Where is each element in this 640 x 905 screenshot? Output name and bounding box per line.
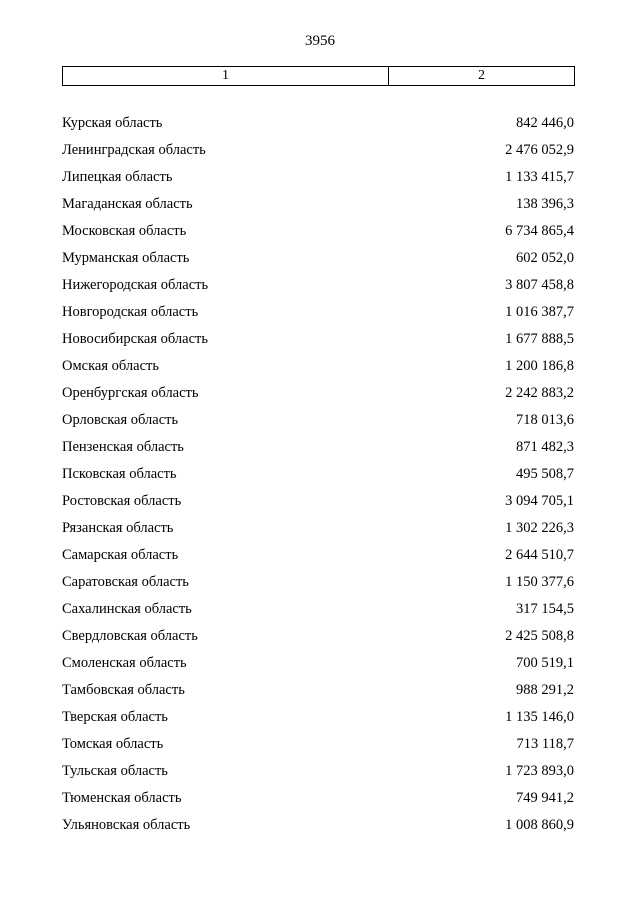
region-value: 495 508,7 — [516, 466, 574, 482]
region-value: 3 094 705,1 — [505, 493, 574, 509]
region-value: 1 723 893,0 — [505, 763, 574, 779]
table-row — [62, 677, 574, 704]
region-value: 1 016 387,7 — [505, 304, 574, 320]
region-name: Самарская область — [62, 547, 179, 563]
region-name: Тверская область — [62, 709, 168, 725]
table-row — [62, 488, 574, 515]
region-name: Саратовская область — [62, 574, 189, 590]
region-name: Ростовская область — [62, 493, 182, 509]
region-value: 1 302 226,3 — [505, 520, 574, 536]
region-value: 3 807 458,8 — [505, 277, 574, 293]
region-value: 602 052,0 — [516, 250, 574, 266]
table-row — [62, 515, 574, 542]
region-value: 2 425 508,8 — [505, 628, 574, 644]
table-row — [62, 785, 574, 812]
region-value: 2 476 052,9 — [505, 142, 574, 158]
table-row — [62, 326, 574, 353]
region-name: Московская область — [62, 223, 187, 239]
region-name: Ульяновская область — [62, 817, 191, 833]
region-value: 713 118,7 — [516, 736, 574, 752]
region-value: 749 941,2 — [516, 790, 574, 806]
region-name: Рязанская область — [62, 520, 174, 536]
region-name: Нижегородская область — [62, 277, 209, 293]
table-row — [62, 812, 574, 839]
table-row — [62, 623, 574, 650]
region-name: Орловская область — [62, 412, 179, 428]
region-name: Новгородская область — [62, 304, 199, 320]
page-number: 3956 — [305, 33, 335, 49]
table-row — [62, 434, 574, 461]
region-name: Оренбургская область — [62, 385, 199, 401]
region-name: Ленинградская область — [62, 142, 206, 158]
region-value: 718 013,6 — [516, 412, 574, 428]
table-row — [62, 596, 574, 623]
region-value-list — [62, 110, 574, 839]
region-name: Новосибирская область — [62, 331, 208, 347]
region-name: Псковская область — [62, 466, 177, 482]
region-value: 988 291,2 — [516, 682, 574, 698]
column-header-1: 1 — [63, 67, 389, 85]
table-row — [62, 245, 574, 272]
table-row — [62, 407, 574, 434]
table-row — [62, 272, 574, 299]
region-value: 871 482,3 — [516, 439, 574, 455]
region-name: Пензенская область — [62, 439, 184, 455]
region-name: Свердловская область — [62, 628, 198, 644]
column-header-2: 2 — [478, 68, 485, 83]
table-row — [62, 758, 574, 785]
region-value: 1 200 186,8 — [505, 358, 574, 374]
table-row — [62, 353, 574, 380]
region-value: 317 154,5 — [516, 601, 574, 617]
region-name: Томская область — [62, 736, 164, 752]
region-name: Липецкая область — [62, 169, 173, 185]
region-value: 138 396,3 — [516, 196, 574, 212]
region-name: Омская область — [62, 358, 159, 374]
table-row — [62, 191, 574, 218]
region-value: 2 644 510,7 — [505, 547, 574, 563]
region-name: Магаданская область — [62, 196, 193, 212]
region-value: 1 150 377,6 — [505, 574, 574, 590]
table-row — [62, 218, 574, 245]
table-row — [62, 542, 574, 569]
region-value: 842 446,0 — [516, 115, 574, 131]
table-row — [62, 569, 574, 596]
region-name: Смоленская область — [62, 655, 187, 671]
region-value: 1 677 888,5 — [505, 331, 574, 347]
region-value: 1 133 415,7 — [505, 169, 574, 185]
region-name: Тюменская область — [62, 790, 182, 806]
region-name: Тамбовская область — [62, 682, 185, 698]
region-value: 6 734 865,4 — [505, 223, 574, 239]
region-value: 2 242 883,2 — [505, 385, 574, 401]
region-value: 1 135 146,0 — [505, 709, 574, 725]
table-row — [62, 731, 574, 758]
region-value: 1 008 860,9 — [505, 817, 574, 833]
region-name: Тульская область — [62, 763, 168, 779]
table-row — [62, 380, 574, 407]
table-row — [62, 164, 574, 191]
region-name: Курская область — [62, 115, 163, 131]
region-name: Сахалинская область — [62, 601, 192, 617]
table-row — [62, 704, 574, 731]
region-value: 700 519,1 — [516, 655, 574, 671]
region-name: Мурманская область — [62, 250, 190, 266]
table-row — [62, 110, 574, 137]
table-row — [62, 137, 574, 164]
column-header-row — [62, 66, 575, 86]
table-row — [62, 299, 574, 326]
table-row — [62, 650, 574, 677]
table-row — [62, 461, 574, 488]
